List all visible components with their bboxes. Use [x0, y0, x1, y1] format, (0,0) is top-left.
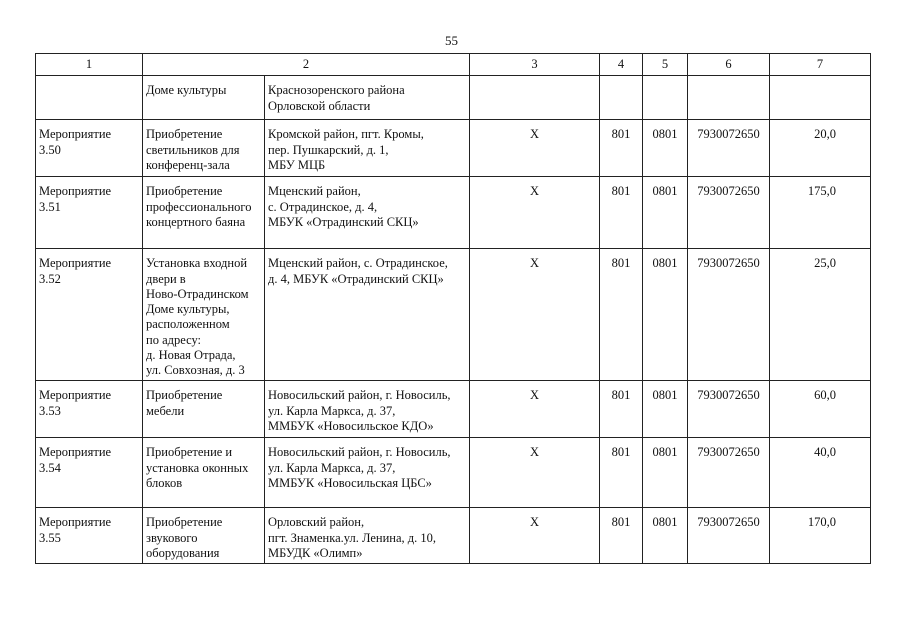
cell-col6: 7930072650 — [688, 177, 770, 249]
header-row — [36, 54, 871, 76]
table-row — [36, 249, 871, 381]
cell-col3: X — [470, 249, 600, 381]
header-cell-6: 6 — [688, 54, 770, 76]
cell-event — [36, 76, 143, 120]
cell-col7: 175,0 — [770, 177, 871, 249]
cell-col4: 801 — [600, 508, 643, 564]
cell-event: Мероприятие 3.55 — [36, 508, 143, 564]
cell-location: Краснозоренского района Орловской области — [265, 76, 470, 120]
cell-col4: 801 — [600, 438, 643, 508]
cell-name: Приобретение мебели — [143, 381, 265, 438]
cell-col3: X — [470, 120, 600, 177]
cell-location: Кромской район, пгт. Кромы, пер. Пушкарский, д. 1, МБУ МЦБ — [265, 120, 470, 177]
cell-col3: X — [470, 438, 600, 508]
header-cell-3: 3 — [470, 54, 600, 76]
cell-col5: 0801 — [643, 249, 688, 381]
budget-table — [35, 53, 871, 564]
cell-event: Мероприятие 3.52 — [36, 249, 143, 381]
cell-col3: X — [470, 177, 600, 249]
cell-col6: 7930072650 — [688, 381, 770, 438]
cell-col3: X — [470, 381, 600, 438]
cell-event: Мероприятие 3.51 — [36, 177, 143, 249]
cell-name: Приобретение и установка оконных блоков — [143, 438, 265, 508]
cell-name: Установка входной двери в Ново-Отрадинском Доме культуры, расположенном по адресу: д. Новая Отрада, ул. Совхозная, д. 3 — [143, 249, 265, 381]
cell-col7: 170,0 — [770, 508, 871, 564]
page-number: 55 — [445, 33, 458, 48]
cell-col4: 801 — [600, 249, 643, 381]
cell-col7: 40,0 — [770, 438, 871, 508]
cell-col5: 0801 — [643, 381, 688, 438]
header-cell-5: 5 — [643, 54, 688, 76]
cell-col6: 7930072650 — [688, 438, 770, 508]
cell-location: Мценский район, с. Отрадинское, д. 4, МБУК «Отрадинский СКЦ» — [265, 177, 470, 249]
cell-location: Новосильский район, г. Новосиль, ул. Карла Маркса, д. 37, ММБУК «Новосильская ЦБС» — [265, 438, 470, 508]
cell-col4: 801 — [600, 381, 643, 438]
table-row — [36, 508, 871, 564]
cell-col5: 0801 — [643, 177, 688, 249]
cell-col5 — [643, 76, 688, 120]
header-cell-4: 4 — [600, 54, 643, 76]
cell-col4: 801 — [600, 120, 643, 177]
cell-location: Орловский район, пгт. Знаменка.ул. Ленина, д. 10, МБУДК «Олимп» — [265, 508, 470, 564]
cell-col6: 7930072650 — [688, 249, 770, 381]
cell-col3: X — [470, 508, 600, 564]
cell-col4: 801 — [600, 177, 643, 249]
cell-col6: 7930072650 — [688, 508, 770, 564]
cell-col5: 0801 — [643, 120, 688, 177]
header-cell-7: 7 — [770, 54, 871, 76]
header-cell-1: 1 — [36, 54, 143, 76]
cell-col7: 25,0 — [770, 249, 871, 381]
cell-col3 — [470, 76, 600, 120]
table-row — [36, 177, 871, 249]
cell-col6: 7930072650 — [688, 120, 770, 177]
cell-name: Доме культуры — [143, 76, 265, 120]
table-row — [36, 381, 871, 438]
table-row — [36, 120, 871, 177]
cell-col6 — [688, 76, 770, 120]
table-row — [36, 438, 871, 508]
cell-name: Приобретение светильников для конференц-зала — [143, 120, 265, 177]
cell-col5: 0801 — [643, 438, 688, 508]
cell-col7 — [770, 76, 871, 120]
cell-event: Мероприятие 3.54 — [36, 438, 143, 508]
cell-col4 — [600, 76, 643, 120]
cell-event: Мероприятие 3.50 — [36, 120, 143, 177]
cell-event: Мероприятие 3.53 — [36, 381, 143, 438]
cell-name: Приобретение звукового оборудования — [143, 508, 265, 564]
cell-col7: 20,0 — [770, 120, 871, 177]
continuation-row — [36, 76, 871, 120]
cell-name: Приобретение профессионального концертного баяна — [143, 177, 265, 249]
cell-col5: 0801 — [643, 508, 688, 564]
cell-location: Мценский район, с. Отрадинское, д. 4, МБУК «Отрадинский СКЦ» — [265, 249, 470, 381]
cell-location: Новосильский район, г. Новосиль, ул. Карла Маркса, д. 37, ММБУК «Новосильское КДО» — [265, 381, 470, 438]
cell-col7: 60,0 — [770, 381, 871, 438]
header-cell-2: 2 — [143, 54, 470, 76]
